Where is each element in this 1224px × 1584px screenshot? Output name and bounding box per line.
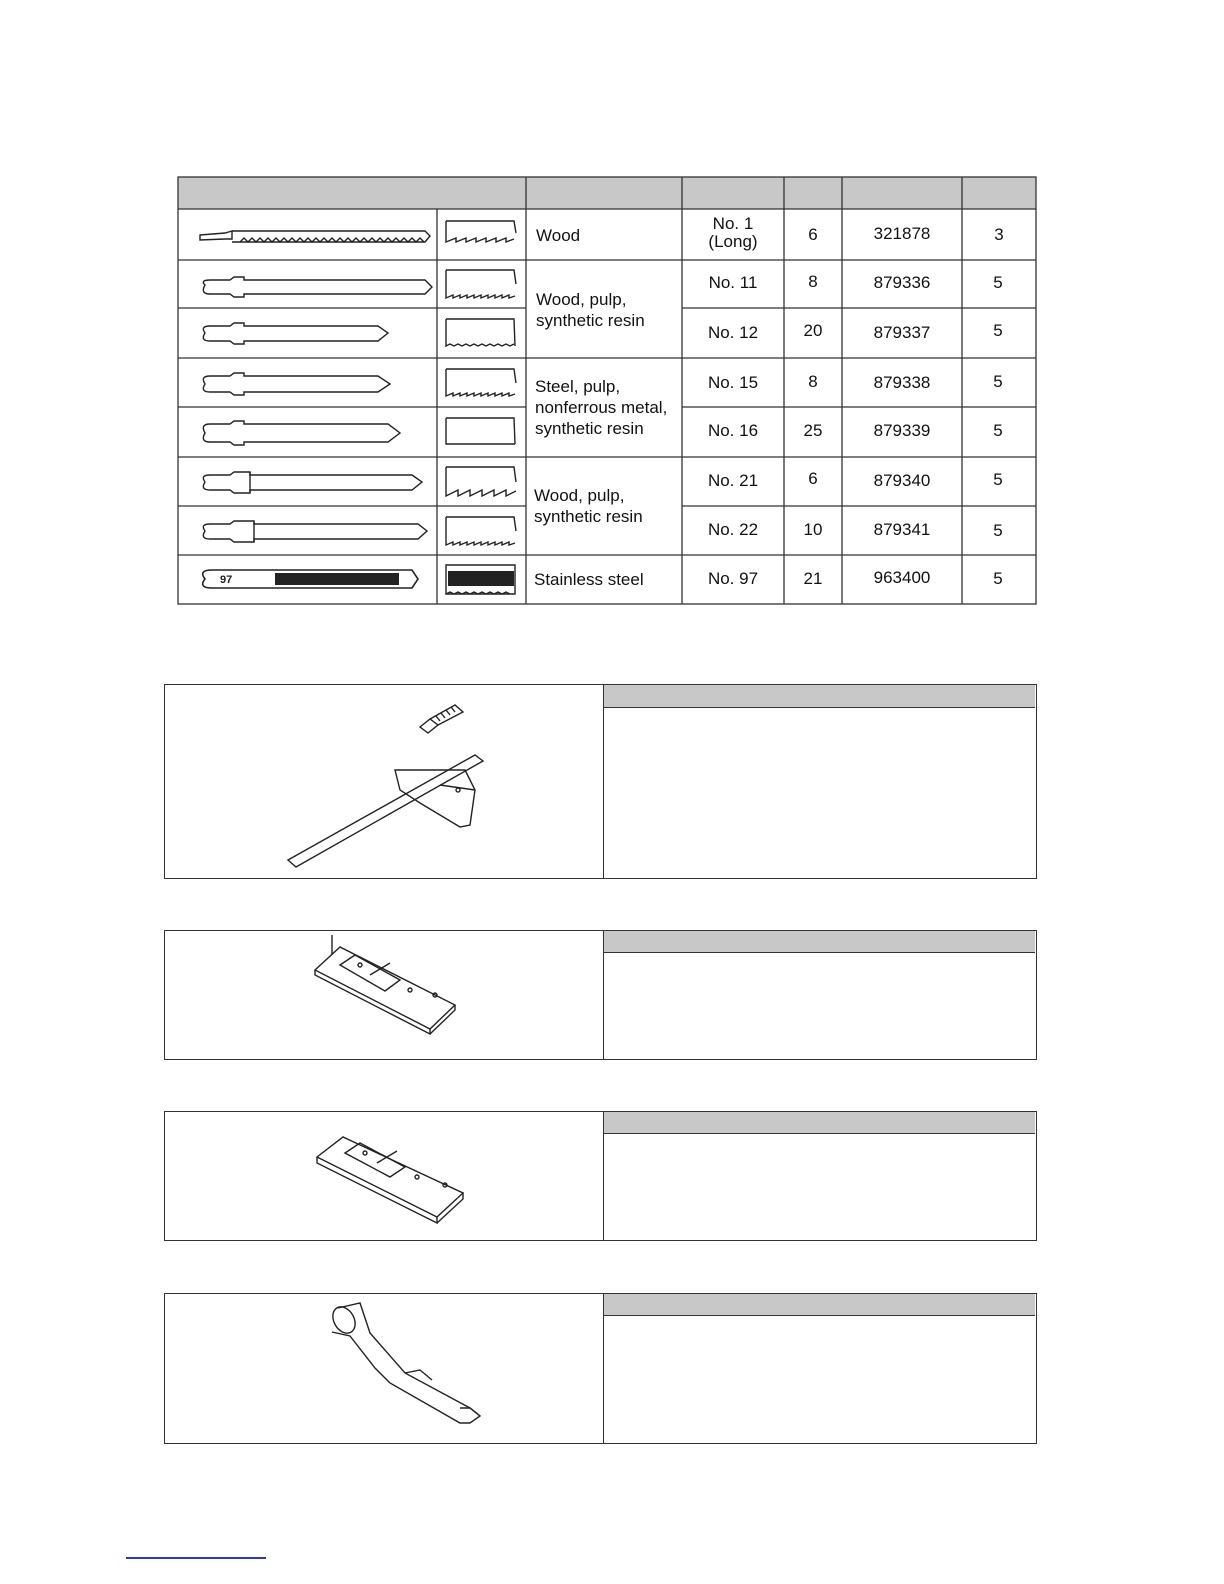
accessory-box-header (604, 1112, 1035, 1134)
guide-bar-with-screw-icon (270, 695, 500, 875)
blade-qty: 3 (994, 225, 1004, 244)
blade-no: No. 11 (708, 273, 758, 292)
blade-code: 879338 (873, 373, 931, 392)
blade-teeth: 25 (803, 421, 823, 440)
blade-teeth: 20 (803, 321, 823, 340)
jigsaw-blade-icon (203, 277, 432, 297)
tooth-profile-icon (446, 270, 516, 298)
jigsaw-blade-icon (203, 323, 388, 344)
blade-code: 879341 (873, 520, 931, 539)
jigsaw-blade-icon (203, 421, 400, 445)
tooth-profile-icon (446, 517, 516, 545)
blade-no: No. 97 (707, 569, 759, 588)
accessory-box-header (604, 1294, 1035, 1316)
tooth-profile-fine-icon (446, 319, 515, 346)
blade-qty: 5 (993, 273, 1003, 292)
blade-code: 879337 (873, 323, 931, 342)
blade-qty: 5 (993, 569, 1003, 588)
blade-qty: 5 (993, 372, 1003, 391)
material-steel-pulp: Steel, pulp, nonferrous metal, synthetic resin (535, 377, 668, 438)
accessory-box-header (604, 931, 1035, 953)
jigsaw-blade-labeled-icon (203, 570, 418, 588)
blade-teeth: 8 (808, 372, 818, 391)
blade-no: No. 22 (707, 520, 759, 539)
svg-text:97: 97 (220, 574, 233, 586)
material-wood-pulp: Wood, pulp, synthetic resin (534, 486, 643, 526)
tooth-profile-icon (446, 369, 516, 396)
blade-qty: 5 (993, 421, 1003, 440)
material-wood: Wood (536, 226, 581, 245)
blade-no: No. 1 (Long) (708, 214, 758, 251)
base-plate-alt-icon (305, 1125, 475, 1225)
blade-code: 321878 (873, 224, 931, 243)
jigsaw-blade-icon (203, 521, 427, 542)
blade-qty: 5 (993, 321, 1003, 340)
dust-nozzle-icon (320, 1298, 500, 1433)
tooth-profile-coarse-icon (446, 221, 516, 242)
footer-rule (126, 1557, 266, 1559)
tooth-profile-coarse-icon (446, 467, 516, 496)
blade-teeth: 10 (803, 520, 823, 539)
jigsaw-blade-icon (203, 373, 390, 395)
jigsaw-blade-long-icon (200, 231, 430, 242)
blade-no: No. 12 (707, 323, 759, 342)
material-stainless: Stainless steel (534, 570, 644, 589)
blade-teeth: 8 (808, 272, 818, 291)
blade-code: 963400 (873, 568, 931, 587)
blade-code: 879336 (873, 273, 931, 292)
tooth-profile-labeled-icon (446, 565, 515, 594)
blade-teeth: 6 (808, 225, 818, 244)
blade-code: 879339 (873, 421, 931, 440)
material-wood-pulp: Wood, pulp, synthetic resin (536, 290, 645, 330)
tooth-profile-fine-icon (446, 418, 515, 444)
jigsaw-blade-icon (203, 472, 422, 493)
base-plate-icon (300, 935, 470, 1035)
blade-qty: 5 (993, 470, 1003, 489)
accessory-box-header (604, 685, 1035, 708)
blade-no: No. 16 (707, 421, 759, 440)
blade-no: No. 21 (707, 471, 759, 490)
blade-no: No. 15 (707, 373, 759, 392)
blade-qty: 5 (993, 521, 1003, 540)
blade-code: 879340 (873, 471, 931, 490)
blade-teeth: 21 (803, 569, 823, 588)
blade-teeth: 6 (808, 469, 818, 488)
